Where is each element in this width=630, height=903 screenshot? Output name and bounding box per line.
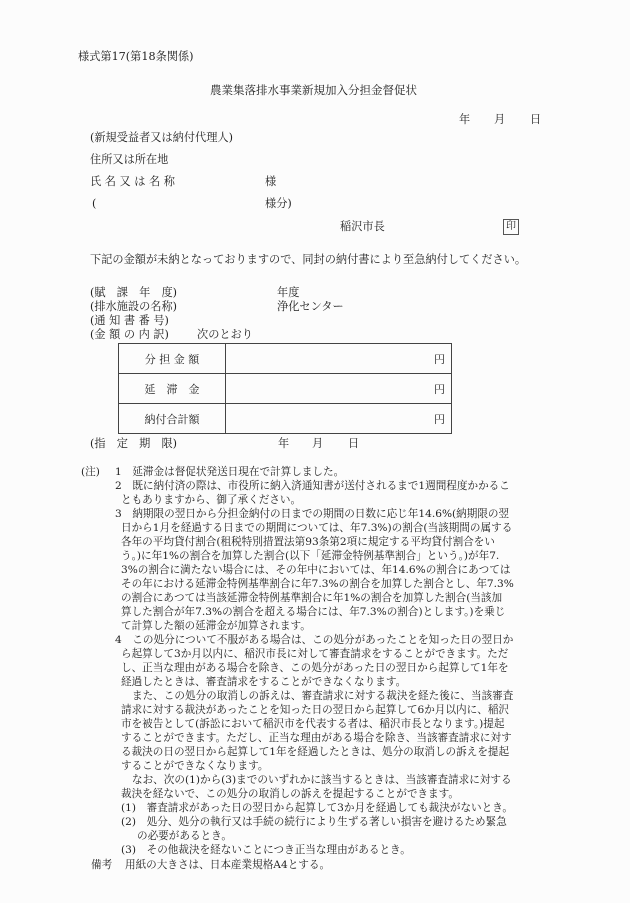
notes-heading: (注) bbox=[81, 466, 100, 478]
date-month: 月 bbox=[494, 113, 506, 126]
note-line: し、正当な理由がある場合を除き、この処分があった日の翌日から起算して1年を bbox=[121, 662, 509, 674]
field-label-tax-year: (賦 課 年 度) bbox=[90, 286, 178, 299]
note-line: (3) その他裁決を経ないことにつき正当な理由があるとき。 bbox=[121, 844, 411, 856]
note-line: 各年の平均貸付割合(租税特別措置法第93条第2項に規定する平均貸付割合をい bbox=[121, 536, 495, 548]
amount-unit: 円 bbox=[226, 404, 452, 434]
recipient-heading: (新規受益者又は納付代理人) bbox=[90, 131, 233, 144]
table-row bbox=[119, 344, 452, 374]
note-line: て計算した額の延滞金が加算されます。 bbox=[121, 620, 311, 632]
page-title: 農業集落排水事業新規加入分担金督促状 bbox=[210, 83, 417, 97]
deadline-day: 日 bbox=[348, 437, 360, 450]
note-line: (1) 審査請求があった日の翌日から起算して3か月を経過しても裁決がないとき。 bbox=[121, 802, 513, 814]
seal-mark: 印 bbox=[503, 219, 519, 235]
table-row bbox=[119, 404, 452, 434]
amount-unit: 円 bbox=[226, 344, 452, 374]
note-line: ともありますから、御了承ください。 bbox=[121, 494, 302, 506]
field-value-tax-year: 年度 bbox=[277, 286, 300, 299]
note-line: う。)に年1%の割合を加算した割合(以下「延滞金特例基準割合」という。)が年7. bbox=[121, 550, 500, 562]
note-line: することができなくなります。 bbox=[121, 760, 269, 772]
amount-label: 延 滞 金 bbox=[119, 374, 226, 404]
name-label: 氏 名 又 は 名 称 bbox=[90, 175, 175, 188]
amount-table bbox=[118, 343, 452, 434]
note-line: 算した割合が年7.3%の割合を超える場合には、年7.3%の割合)とします。)を乗じ bbox=[121, 606, 506, 618]
field-label-notice-number: (通 知 書 番 号) bbox=[90, 314, 169, 327]
note-line: また、この処分の取消しの訴えは、審査請求に対する裁決を経た後に、当該審査 bbox=[132, 690, 514, 702]
date-day: 日 bbox=[530, 113, 542, 126]
field-value-facility: 浄化センター bbox=[277, 300, 344, 313]
paren-open: ( bbox=[92, 197, 97, 210]
deadline-year: 年 bbox=[278, 437, 290, 450]
deadline-label: (指 定 期 限) bbox=[90, 437, 178, 450]
issuer-name: 稲沢市長 bbox=[340, 220, 385, 233]
address-label: 住所又は所在地 bbox=[90, 153, 169, 166]
honorific: 様 bbox=[265, 175, 277, 188]
deadline-month: 月 bbox=[312, 437, 324, 450]
remarks-label: 備考 bbox=[91, 859, 113, 871]
form-number: 様式第17(第18条関係) bbox=[78, 50, 194, 63]
note-line: (2) 処分、処分の執行又は手続の続行により生ずる著しい損害を避けるため緊急 bbox=[121, 816, 507, 828]
note-line: 3 納期限の翌日から分担金納付の日までの期間の日数に応じ年14.6%(納期限の翌 bbox=[115, 508, 510, 520]
note-line: 4 この処分について不服がある場合は、この処分があったことを知った日の翌日か bbox=[115, 634, 514, 646]
note-line: なお、次の(1)から(3)までのいずれかに該当するときは、当該審査請求に対する bbox=[132, 774, 512, 786]
note-line: 1 延滞金は督促状発送日現在で計算しました。 bbox=[115, 466, 345, 478]
note-line: 日から1月を経過する日までの期間については、年7.3%)の割合(当該期間の属する bbox=[121, 522, 513, 534]
note-line: ら起算して3か月以内に、稲沢市長に対して審査請求をすることができます。ただ bbox=[121, 648, 509, 660]
note-line: その年における延滞金特例基準割合に年7.3%の割合を加算した割合とし、年7.3% bbox=[121, 578, 514, 590]
field-value-breakdown: 次のとおり bbox=[197, 328, 253, 341]
note-line: の必要があるとき。 bbox=[137, 830, 232, 842]
amount-unit: 円 bbox=[226, 374, 452, 404]
note-line: 経過したときは、審査請求をすることができなくなります。 bbox=[121, 676, 407, 688]
note-line: 3%の割合に満たない場合には、その年中においては、年14.6%の割合にあつては bbox=[121, 564, 511, 576]
intro-text: 下記の金額が未納となっておりますので、同封の納付書により至急納付してください。 bbox=[90, 253, 527, 266]
remarks-text: 用紙の大きさは、日本産業規格A4とする。 bbox=[125, 859, 331, 871]
date-year: 年 bbox=[459, 113, 471, 126]
field-label-facility: (排水施設の名称) bbox=[90, 300, 178, 313]
note-line: することができます。ただし、正当な理由がある場合を除き、当該審査請求に対す bbox=[121, 732, 512, 744]
note-line: 裁決を経ないで、この処分の取消しの訴えを提起することができます。 bbox=[121, 788, 459, 800]
field-label-breakdown: (金 額 の 内 訳) bbox=[90, 328, 169, 341]
note-line: 2 既に納付済の際は、市役所に納入済通知書が送付されるまで1週間程度かかるこ bbox=[115, 480, 510, 492]
amount-label: 分 担 金 額 bbox=[119, 344, 226, 374]
note-line: の割合にあつては当該延滞金特例基準割合に年1%の割合を加算した割合(当該加 bbox=[121, 592, 503, 604]
paren-honorific: 様分) bbox=[265, 197, 292, 210]
note-line: 請求に対する裁決があったことを知った日の翌日から起算して6か月以内に、稲沢 bbox=[121, 704, 510, 716]
table-row bbox=[119, 374, 452, 404]
note-line: 市を被告として(訴訟において稲沢市を代表する者は、稲沢市長となります。)提起 bbox=[121, 718, 505, 730]
note-line: る裁決の日の翌日から起算して1年を経過したときは、処分の取消しの訴えを提起 bbox=[121, 746, 510, 758]
amount-label: 納付合計額 bbox=[119, 404, 226, 434]
